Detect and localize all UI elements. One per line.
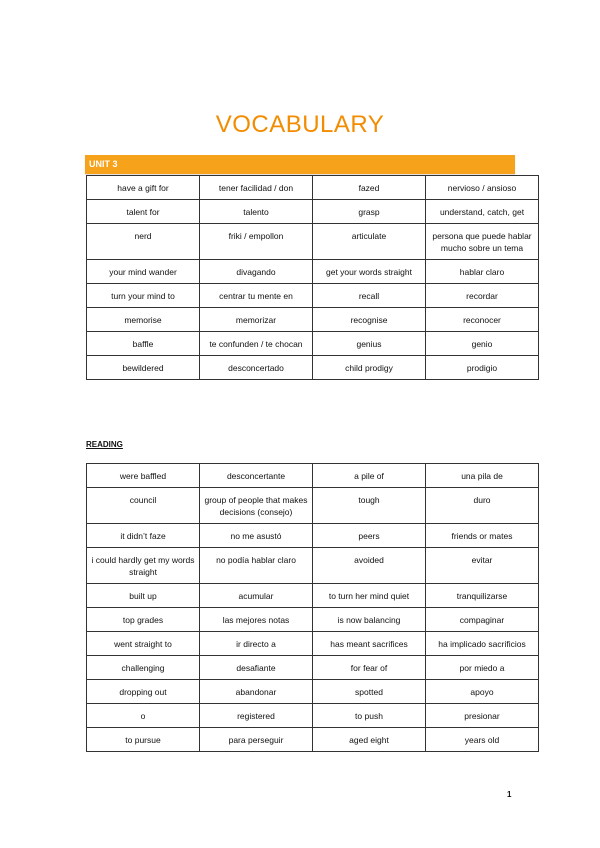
table-cell: no podía hablar claro [200, 548, 313, 584]
table-cell: memorise [87, 308, 200, 332]
table-cell: fazed [313, 176, 426, 200]
table-row [87, 284, 539, 308]
table-cell: para perseguir [200, 728, 313, 752]
table-cell: understand, catch, get [426, 200, 539, 224]
table-cell: aged eight [313, 728, 426, 752]
unit-header: UNIT 3 [85, 155, 515, 174]
table-row [87, 632, 539, 656]
table-cell: genio [426, 332, 539, 356]
table-cell: recall [313, 284, 426, 308]
table-cell: years old [426, 728, 539, 752]
table-cell: friki / empollon [200, 224, 313, 260]
table-cell: desafiante [200, 656, 313, 680]
page-title: VOCABULARY [215, 111, 385, 138]
table-cell: tener facilidad / don [200, 176, 313, 200]
table-cell: i could hardly get my words straight [87, 548, 200, 584]
table-row [87, 656, 539, 680]
table-cell: memorizar [200, 308, 313, 332]
table-cell: tranquilizarse [426, 584, 539, 608]
table-cell: ha implicado sacrificios [426, 632, 539, 656]
table-cell: apoyo [426, 680, 539, 704]
table-cell: dropping out [87, 680, 200, 704]
table-cell: nerd [87, 224, 200, 260]
table-cell: for fear of [313, 656, 426, 680]
table-cell: prodigio [426, 356, 539, 380]
table-cell: articulate [313, 224, 426, 260]
table-cell: friends or mates [426, 524, 539, 548]
table-cell: baffle [87, 332, 200, 356]
table-cell: challenging [87, 656, 200, 680]
table-cell: compaginar [426, 608, 539, 632]
table-cell: get your words straight [313, 260, 426, 284]
table-cell: divagando [200, 260, 313, 284]
table-cell: were baffled [87, 464, 200, 488]
table-row [87, 464, 539, 488]
table-cell: to push [313, 704, 426, 728]
table-row [87, 260, 539, 284]
reading-vocabulary-table [86, 463, 539, 752]
table-cell: talento [200, 200, 313, 224]
table-cell: no me asustó [200, 524, 313, 548]
table-cell: hablar claro [426, 260, 539, 284]
table-cell: persona que puede hablar mucho sobre un tema [426, 224, 539, 260]
table-cell: to pursue [87, 728, 200, 752]
table-cell: your mind wander [87, 260, 200, 284]
table-cell: recordar [426, 284, 539, 308]
table-cell: las mejores notas [200, 608, 313, 632]
table-cell: it didn’t faze [87, 524, 200, 548]
page-number: 1 [507, 790, 512, 799]
table-row [87, 308, 539, 332]
table-cell: ir directo a [200, 632, 313, 656]
table-row [87, 728, 539, 752]
table-cell: to turn her mind quiet [313, 584, 426, 608]
table-cell: a pile of [313, 464, 426, 488]
table-cell: spotted [313, 680, 426, 704]
table-row [87, 548, 539, 584]
table-cell: acumular [200, 584, 313, 608]
table-cell: o [87, 704, 200, 728]
table-row [87, 224, 539, 260]
table-cell: nervioso / ansioso [426, 176, 539, 200]
table-cell: desconcertado [200, 356, 313, 380]
table-row [87, 200, 539, 224]
reading-heading: READING [86, 440, 123, 449]
table-cell: registered [200, 704, 313, 728]
table-cell: turn your mind to [87, 284, 200, 308]
table-row [87, 680, 539, 704]
table-cell: is now balancing [313, 608, 426, 632]
table-cell: avoided [313, 548, 426, 584]
table-cell: top grades [87, 608, 200, 632]
table-cell: has meant sacrifices [313, 632, 426, 656]
table-cell: recognise [313, 308, 426, 332]
table-row [87, 356, 539, 380]
table-cell: have a gift for [87, 176, 200, 200]
unit-vocabulary-table [86, 175, 539, 380]
table-cell: council [87, 488, 200, 524]
table-cell: centrar tu mente en [200, 284, 313, 308]
table-cell: genius [313, 332, 426, 356]
table-cell: tough [313, 488, 426, 524]
table-cell: went straight to [87, 632, 200, 656]
table-row [87, 584, 539, 608]
table-cell: talent for [87, 200, 200, 224]
table-cell: una pila de [426, 464, 539, 488]
table-cell: bewildered [87, 356, 200, 380]
table-cell: grasp [313, 200, 426, 224]
table-cell: abandonar [200, 680, 313, 704]
table-row [87, 332, 539, 356]
table-row [87, 176, 539, 200]
table-row [87, 488, 539, 524]
table-cell: group of people that makes decisions (consejo) [200, 488, 313, 524]
table-cell: te confunden / te chocan [200, 332, 313, 356]
table-cell: duro [426, 488, 539, 524]
table-cell: reconocer [426, 308, 539, 332]
table-row [87, 704, 539, 728]
table-cell: child prodigy [313, 356, 426, 380]
table-cell: evitar [426, 548, 539, 584]
table-row [87, 608, 539, 632]
table-cell: por miedo a [426, 656, 539, 680]
table-cell: desconcertante [200, 464, 313, 488]
table-row [87, 524, 539, 548]
table-cell: peers [313, 524, 426, 548]
table-cell: presionar [426, 704, 539, 728]
table-cell: built up [87, 584, 200, 608]
